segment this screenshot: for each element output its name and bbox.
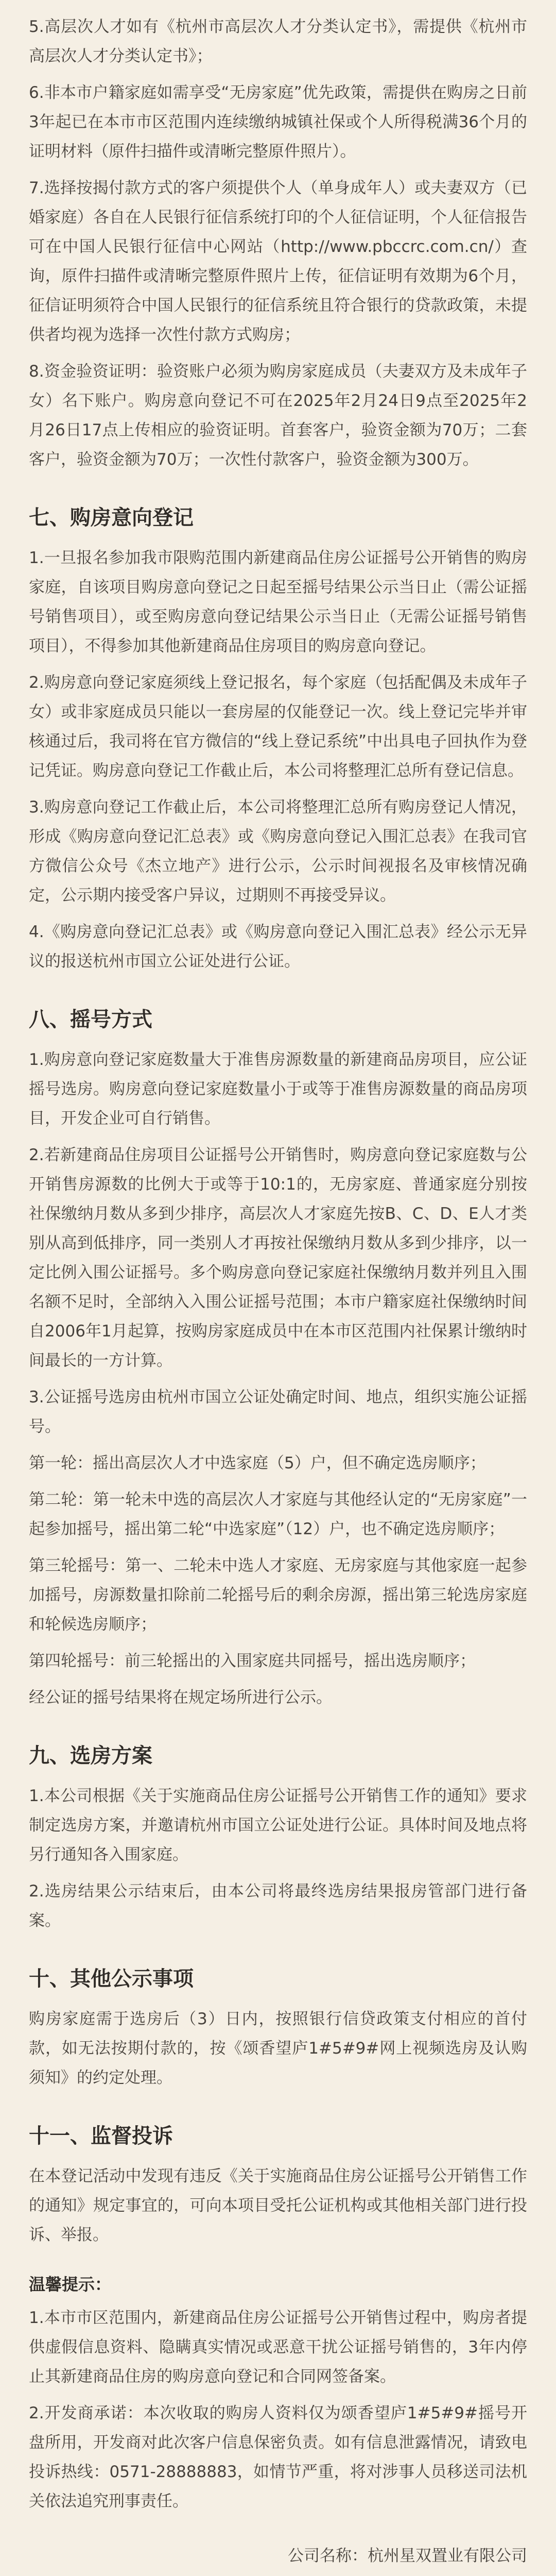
signature-block	[29, 2541, 527, 2576]
company-name: 公司名称：杭州星双置业有限公司	[288, 2547, 527, 2565]
section-heading: 十一、监督投诉	[29, 2124, 173, 2148]
section-heading: 九、选房方案	[29, 1744, 152, 1768]
section-paragraph: 4.《购房意向登记汇总表》或《购房意向登记入围汇总表》经公示无异议的报送杭州市国立公证处进行公证。	[29, 923, 527, 971]
section-paragraph: 第四轮摇号：前三轮摇出的入围家庭共同摇号，摇出选房顺序；	[29, 1652, 476, 1670]
section-paragraph: 第三轮摇号：第一、二轮未中选人才家庭、无房家庭与其他家庭一起参加摇号，房源数量扣除前二轮摇号后的剩余房源，摇出第三轮选房家庭和轮候选房顺序；	[29, 1556, 527, 1634]
section-paragraph: 8.资金验资证明：验资账户必须为购房家庭成员（夫妻双方及未成年子女）名下账户。购房意向登记不可在2025年2月24日9点至2025年2月26日17点上传相应的验资证明。首套客户，验资金额为70万；二套客户，验资金额为70万；一次性付款客户，验资金额为300万。	[29, 362, 527, 469]
contact-info	[29, 2571, 527, 2576]
section-paragraph: 6.非本市户籍家庭如需享受“无房家庭”优先政策，需提供在购房之日前3年起已在本市市区范围内连续缴纳城镇社保或个人所得税满36个月的证明材料（原件扫描件或清晰完整原件照片）。	[29, 83, 527, 161]
announcement-body	[29, 12, 527, 2576]
section-paragraph: 3.公证摇号选房由杭州市国立公证处确定时间、地点，组织实施公证摇号。	[29, 1388, 527, 1436]
section-paragraph: 在本登记活动中发现有违反《关于实施商品住房公证摇号公开销售工作的通知》规定事宜的，可向本项目受托公证机构或其他相关部门进行投诉、举报。	[29, 2167, 527, 2244]
section-paragraph: 购房家庭需于选房后（3）日内，按照银行信贷政策支付相应的首付款，如无法按期付款的，按《颂香望庐1#5#9#网上视频选房及认购须知》的约定处理。	[29, 2010, 527, 2087]
section-paragraph: 第一轮：摇出高层次人才中选家庭（5）户，但不确定选房顺序；	[29, 1454, 486, 1472]
section-paragraph: 5.高层次人才如有《杭州市高层次人才分类认定书》，需提供《杭州市高层次人才分类认定书》；	[29, 18, 527, 65]
tips-paragraph: 2.开发商承诺：本次收取的购房人资料仅为颂香望庐1#5#9#摇号开盘所用，开发商对此次客户信息保密负责。如有信息泄露情况，请致电投诉热线：0571-28888883，如情节严重，将对涉事人员移送司法机关依法追究刑事责任。	[29, 2404, 527, 2511]
section-paragraph: 2.购房意向登记家庭须线上登记报名，每个家庭（包括配偶及未成年子女）或非家庭成员只能以一套房屋的仅能登记一次。线上登记完毕并审核通过后，我司将在官方微信的“线上登记系统”中出具电子回执作为登记凭证。购房意向登记工作截止后，本公司将整理汇总所有登记信息。	[29, 673, 527, 780]
section-paragraph: 3.购房意向登记工作截止后，本公司将整理汇总所有购房登记人情况，形成《购房意向登记汇总表》或《购房意向登记入围汇总表》在我司官方微信公众号《杰立地产》进行公示，公示时间视报名及审核情况确定，公示期内接受客户异议，过期则不再接受异议。	[29, 798, 527, 905]
section-paragraph: 7.选择按揭付款方式的客户须提供个人（单身成年人）或夫妻双方（已婚家庭）各自在人民银行征信系统打印的个人征信证明，个人征信报告可在中国人民银行征信中心网站（http://www.pbccrc.com.cn/）查询，原件扫描件或清晰完整原件照片上传，征信证明有效期为6个月，征信证明须符合中国人民银行的征信系统且符合银行的贷款政策，未提供者均视为选择一次性付款方式购房；	[29, 179, 527, 344]
section-heading: 七、购房意向登记	[29, 506, 194, 530]
section-paragraph: 经公证的摇号结果将在规定场所进行公示。	[29, 1688, 332, 1707]
section-paragraph: 1.本公司根据《关于实施商品住房公证摇号公开销售工作的通知》要求制定选房方案，并邀请杭州市国立公证处进行公证。具体时间及地点将另行通知各入围家庭。	[29, 1787, 527, 1864]
section-paragraph: 1.一旦报名参加我市限购范围内新建商品住房公证摇号公开销售的购房家庭，自该项目购房意向登记之日起至摇号结果公示当日止（需公证摇号销售项目），或至购房意向登记结果公示当日止（无需公证摇号销售项目），不得参加其他新建商品住房项目的购房意向登记。	[29, 549, 527, 655]
section-paragraph: 第二轮：第一轮未中选的高层次人才家庭与其他经认定的“无房家庭”一起参加摇号，摇出第二轮“中选家庭”（12）户，也不确定选房顺序；	[29, 1490, 527, 1538]
section-paragraph: 2.若新建商品住房项目公证摇号公开销售时，购房意向登记家庭数与公开销售房源数的比例大于或等于10:1的，无房家庭、普通家庭分别按社保缴纳月数从多到少排序，高层次人才家庭先按B、C、D、E人才类别从高到低排序，同一类别人才再按社保缴纳月数从多到少排序，以一定比例入围公证摇号。多个购房意向登记家庭社保缴纳月数并列且入围名额不足时，全部纳入入围公证摇号范围；本市户籍家庭社保缴纳时间自2006年1月起算，按购房家庭成员中在本市区范围内社保累计缴纳时间最长的一方计算。	[29, 1146, 527, 1370]
section-heading: 八、摇号方式	[29, 1008, 152, 1031]
section-paragraph: 2.选房结果公示结束后，由本公司将最终选房结果报房管部门进行备案。	[29, 1882, 527, 1930]
tips-paragraph: 1.本市市区范围内，新建商品住房公证摇号公开销售过程中，购房者提供虚假信息资料、隐瞒真实情况或恶意干扰公证摇号销售的，3年内停止其新建商品住房的购房意向登记和合同网签备案。	[29, 2309, 527, 2386]
section-heading: 十、其他公示事项	[29, 1967, 194, 1991]
tips-heading: 温馨提示：	[29, 2275, 112, 2294]
section-paragraph: 1.购房意向登记家庭数量大于准售房源数量的新建商品房项目，应公证摇号选房。购房意向登记家庭数量小于或等于准售房源数量的商品房项目，开发企业可自行销售。	[29, 1050, 527, 1128]
